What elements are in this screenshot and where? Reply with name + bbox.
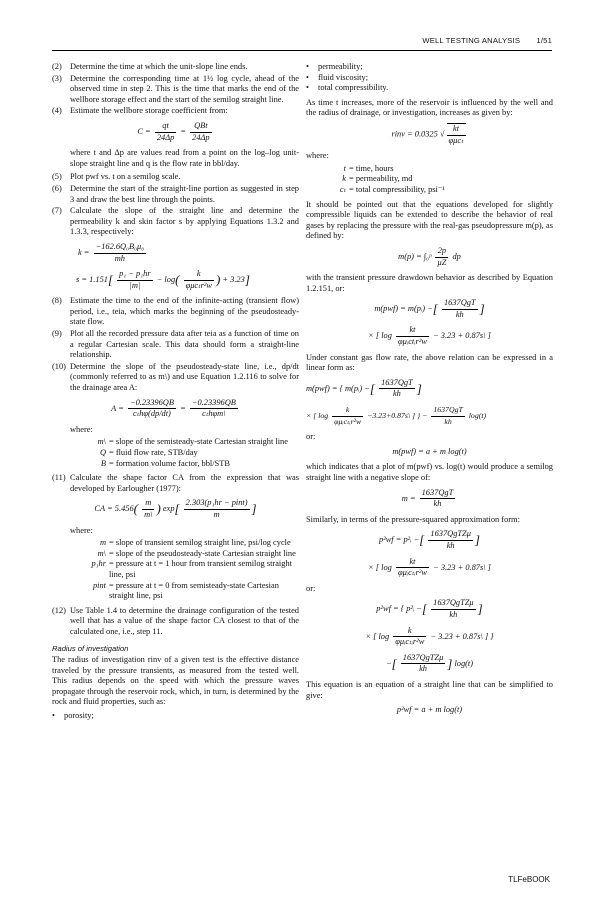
bullet-item: • fluid viscosity; xyxy=(306,72,369,82)
bullet-porosity: • porosity; xyxy=(52,711,94,721)
equation-slope: m = $\frac{\text{1637QgT}}{kh}$ xyxy=(401,487,454,509)
paragraph-simplify: This equation is an equation of a straight line that can be simplified to give: xyxy=(306,679,553,700)
equation-pressure-squared-1: p²wf = p²ᵢ −[ $\frac{\text{1637QgTZμ}}{kh}$ ] xyxy=(379,529,480,550)
step-9: (9) Plot all the recorded pressure data after teia as a function of time on a regular Cartesian scale. This data should form a straight-line relationship. xyxy=(52,329,299,360)
page-header xyxy=(52,36,552,51)
page-number: 1/51 xyxy=(536,36,552,45)
equation-shape-factor: CA = 5.456( $\frac{m}{m\backslash}$ ) exp[ $\frac{\text{2.303(p₁hr − pint)}}{m}$ ] xyxy=(94,498,257,519)
definitions-1: m\ = slope of the semisteady-state Cartesian straight line Q = fluid flow rate, STB/day B = formation volume factor, bbl/STB xyxy=(97,437,288,468)
equation-permeability: k = $\frac{\text{−162.6Q₀B₀μ₀}}{mh}$ xyxy=(78,241,145,263)
where-label-2: where: xyxy=(70,525,93,535)
equation-gas-drawdown-1-line2: × [ log $\frac{kt}{\text{φμᵢctᵢr²w}}$ − 3.23 + 0.87s\ ] xyxy=(368,325,491,347)
or-label-2: or: xyxy=(306,583,316,593)
left-column xyxy=(52,62,299,722)
equation-linear-2: p²wf = a + m log(t) xyxy=(396,705,463,715)
equation-pressure-squared-2-line2: × [ log $\frac{k}{\text{φμᵢcₜᵢr²w}}$ − 3.23 + 0.87s\ ] } xyxy=(365,625,494,647)
equation-pressure-squared-1-line2: × [ log $\frac{kt}{\text{φμᵢcₜᵢr²w}}$ − 3.23 + 0.87s\ ] xyxy=(368,556,491,578)
paragraph-radius-growth: As time t increases, more of the reservoir is influenced by the well and the radius of drainage, or investigation, increases as given by: xyxy=(306,97,553,118)
equation-skin: s = 1.151[ $\frac{\text{p₁ − p₁hr}}{|m|}$ − log( $\frac{k}{\text{φμcₜr²w}}$ ) + 3.23] xyxy=(76,269,250,290)
paragraph-pressure-squared: Similarly, in terms of the pressure-squared approximation form: xyxy=(306,514,520,524)
equation-pressure-squared-2-line3: −[ $\frac{\text{1637QgTZμ}}{kh}$ ] log(t) xyxy=(385,652,474,674)
or-label-1: or: xyxy=(306,432,316,442)
right-column xyxy=(306,62,553,721)
step-8: (8) Estimate the time to the end of the infinite-acting (transient flow) period, i.e., teia, which marks the beginning of the pseudosteady-state flow. xyxy=(52,296,299,327)
step-4: (4) Estimate the wellbore storage coefficient from: xyxy=(52,106,228,116)
equation-pseudopressure: m(p) = ∫₀ᵖ $\frac{2p}{\mu Z}$ dp xyxy=(398,245,461,267)
equation-radius-investigation: rinv = 0.0325 √ $\frac{kt}{\text{φμcₜ}}$ xyxy=(391,123,464,145)
paragraph-drawdown: with the transient pressure drawdown behavior as described by Equation 1.2.151, or: xyxy=(306,273,553,293)
step-3: (3) Determine the corresponding time at 1½ log cycle, ahead of the observed time in step 2. This is the time that marks the end of the wellbore storage effect and the start of the semilog straight line. xyxy=(52,73,299,104)
header-title: WELL TESTING ANALYSIS xyxy=(422,36,521,45)
equation-linear-1: m(pwf) = a + m log(t) xyxy=(392,446,467,456)
bullet-item: • total compressibility. xyxy=(306,83,389,93)
equation-gas-drawdown-1: m(pwf) = m(pᵢ) −[ $\frac{\text{1637QgT}}{kh}$ ] xyxy=(374,298,485,319)
definitions-2: m = slope of transient semilog straight line, psi/log cycle m\ = slope of the pseudosteady-state Cartesian straight line p₁hr = pressure at t = 1 hour from transient semilog straight line, psi pint = pressure at t = 0 from semisteady-state Cartesian straight line, psi xyxy=(91,538,296,601)
bullet-item: • permeability; xyxy=(306,62,363,71)
equation-gas-drawdown-2-line2: × [ log $\frac{k}{\text{φμᵢcₜᵢr²w}}$ −3.23+0.87s\ ] } − $\frac{\text{1637QgT}}{kh}$ log(t) xyxy=(306,405,487,426)
step-5: (5) Plot pwf vs. t on a semilog scale. xyxy=(52,172,181,182)
footer-watermark: TLFeBOOK xyxy=(508,875,550,884)
step-10: (10) Determine the slope of the pseudosteady-state line, i.e., dp/dt (commonly referred to as m\) and use Equation 1.2.116 to solve for the drainage area A: xyxy=(52,361,299,393)
step-2: (2) Determine the time at which the unit-slope line ends. xyxy=(52,62,248,71)
paragraph-linear-form: Under constant gas flow rate, the above relation can be expressed in a linear form as: xyxy=(306,352,553,373)
step-4-note: where t and Δp are values read from a point on the log–log unit-slope straight line and q is the flow rate in bbl/day. xyxy=(70,148,299,168)
step-11: (11) Calculate the shape factor CA from the expression that was developed by Earlougher (1977): xyxy=(52,473,299,493)
equation-pressure-squared-2: p²wf = { p²ᵢ −[ $\frac{\text{1637QgTZμ}}{kh}$ ] xyxy=(376,598,483,619)
paragraph-semilog: which indicates that a plot of m(pwf) vs. log(t) would produce a semilog straight line with a negative slope of: xyxy=(306,462,553,482)
definitions-3: t = time, hours k = permeability, md cₜ = total compressibility, psi⁻¹ xyxy=(339,163,445,194)
equation-wellbore-storage: C = $\frac{qt}{24\Delta p}$ = $\frac{\text{QBt}}{24\Delta p}$ xyxy=(137,120,210,142)
where-label-1: where: xyxy=(70,424,93,434)
step-7: (7) Calculate the slope of the straight line and determine the permeability k and skin factor s by applying Equations 1.3.2 and 1.3.3, respectively: xyxy=(52,206,299,237)
equation-gas-drawdown-2: m(pwf) = { m(pᵢ) −[ $\frac{\text{1637QgT}}{kh}$ ] xyxy=(306,377,422,399)
section-subheading: Radius of investigation xyxy=(52,643,129,653)
where-label-3: where: xyxy=(306,151,329,161)
step-12: (12) Use Table 1.4 to determine the drainage configuration of the tested well that has a value of the shape factor CA closest to that of the calculated one, i.e., step 11. xyxy=(52,605,299,636)
step-6: (6) Determine the start of the straight-line portion as suggested in step 3 and draw the best line through the points. xyxy=(52,183,299,204)
paragraph-real-gas: It should be pointed out that the equations developed for slightly compressible liquids can be extended to describe the behavior of real gases by replacing the pressure with the real-gas pseudopressure m(p), as defined by: xyxy=(306,199,553,241)
radius-paragraph: The radius of investigation rinv of a given test is the effective distance traveled by the pressure transients, as measured from the tested well. This radius depends on the speed with which the pressure waves propagate through the reservoir rock, which, in turn, is determined by the rock and fluid properties, such as: xyxy=(52,655,299,707)
equation-drainage-area: A = $\frac{-0.23396QB}{\text{cₜhφ(dp/dt)}}$ = $\frac{-0.23396QB}{\text{cₜhφm\textbackslash{}}}$ xyxy=(111,397,236,419)
